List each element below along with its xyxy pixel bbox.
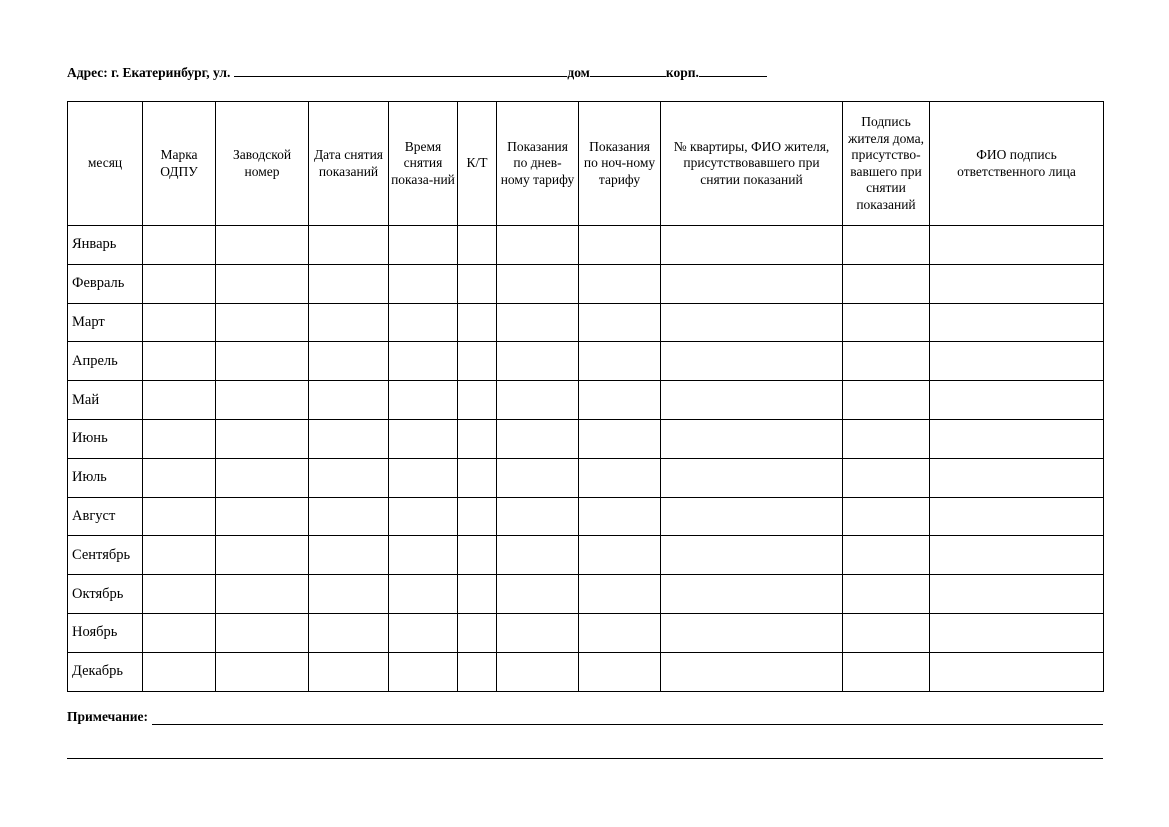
month-cell: Февраль (68, 264, 143, 303)
entry-cell[interactable] (843, 303, 930, 342)
entry-cell[interactable] (458, 342, 497, 381)
entry-cell[interactable] (389, 652, 458, 691)
entry-cell[interactable] (458, 652, 497, 691)
entry-cell[interactable] (843, 613, 930, 652)
entry-cell[interactable] (389, 419, 458, 458)
entry-cell[interactable] (309, 381, 389, 420)
entry-cell[interactable] (216, 303, 309, 342)
month-cell: Январь (68, 226, 143, 265)
table-row (68, 303, 1104, 342)
month-cell: Декабрь (68, 652, 143, 691)
table-row (68, 652, 1104, 691)
entry-cell[interactable] (143, 419, 216, 458)
entry-cell[interactable] (309, 536, 389, 575)
entry-cell[interactable] (843, 536, 930, 575)
entry-cell[interactable] (930, 652, 1104, 691)
entry-cell[interactable] (389, 458, 458, 497)
entry-cell[interactable] (661, 536, 843, 575)
entry-cell[interactable] (930, 381, 1104, 420)
entry-cell[interactable] (661, 303, 843, 342)
header-day-tariff: Показания по днев-ному тарифу (497, 102, 579, 226)
entry-cell[interactable] (216, 264, 309, 303)
entry-cell[interactable] (930, 536, 1104, 575)
entry-cell[interactable] (930, 458, 1104, 497)
entry-cell[interactable] (497, 652, 579, 691)
entry-cell[interactable] (216, 536, 309, 575)
entry-cell[interactable] (497, 264, 579, 303)
entry-cell[interactable] (309, 342, 389, 381)
entry-cell[interactable] (309, 303, 389, 342)
note-label: Примечание: (67, 709, 149, 724)
header-serial-number: Заводской номер (216, 102, 309, 226)
entry-cell[interactable] (497, 381, 579, 420)
table-row (68, 342, 1104, 381)
entry-cell[interactable] (458, 575, 497, 614)
entry-cell[interactable] (843, 497, 930, 536)
entry-cell[interactable] (458, 303, 497, 342)
entry-cell[interactable] (143, 342, 216, 381)
table-row (68, 613, 1104, 652)
entry-cell[interactable] (216, 226, 309, 265)
entry-cell[interactable] (930, 613, 1104, 652)
entry-cell[interactable] (458, 536, 497, 575)
entry-cell[interactable] (661, 381, 843, 420)
street-field[interactable] (234, 64, 567, 77)
entry-cell[interactable] (309, 613, 389, 652)
note-continuation-line[interactable] (67, 758, 1103, 759)
entry-cell[interactable] (579, 381, 661, 420)
month-cell: Май (68, 381, 143, 420)
table-row (68, 575, 1104, 614)
table-row (68, 226, 1104, 265)
entry-cell[interactable] (389, 575, 458, 614)
entry-cell[interactable] (661, 342, 843, 381)
entry-cell[interactable] (309, 652, 389, 691)
entry-cell[interactable] (309, 575, 389, 614)
entry-cell[interactable] (579, 652, 661, 691)
entry-cell[interactable] (661, 419, 843, 458)
entry-cell[interactable] (843, 342, 930, 381)
entry-cell[interactable] (579, 342, 661, 381)
entry-cell[interactable] (843, 458, 930, 497)
header-apartment-resident: № квартиры, ФИО жителя, присутствовавшего при снятии показаний (661, 102, 843, 226)
table-row (68, 497, 1104, 536)
entry-cell[interactable] (143, 226, 216, 265)
entry-cell[interactable] (930, 226, 1104, 265)
entry-cell[interactable] (661, 652, 843, 691)
entry-cell[interactable] (930, 419, 1104, 458)
entry-cell[interactable] (458, 497, 497, 536)
entry-cell[interactable] (497, 458, 579, 497)
entry-cell[interactable] (309, 419, 389, 458)
entry-cell[interactable] (143, 381, 216, 420)
entry-cell[interactable] (497, 419, 579, 458)
header-kt: К/Т (458, 102, 497, 226)
month-cell: Июль (68, 458, 143, 497)
entry-cell[interactable] (579, 613, 661, 652)
entry-cell[interactable] (458, 381, 497, 420)
entry-cell[interactable] (661, 264, 843, 303)
entry-cell[interactable] (579, 497, 661, 536)
entry-cell[interactable] (661, 575, 843, 614)
header-reading-time: Время снятия показа-ний (389, 102, 458, 226)
entry-cell[interactable] (930, 342, 1104, 381)
table-row (68, 536, 1104, 575)
entry-cell[interactable] (143, 264, 216, 303)
entry-cell[interactable] (661, 226, 843, 265)
entry-cell[interactable] (497, 536, 579, 575)
entry-cell[interactable] (930, 575, 1104, 614)
entry-cell[interactable] (497, 342, 579, 381)
house-label: дом (567, 65, 590, 80)
entry-cell[interactable] (458, 458, 497, 497)
month-cell: Сентябрь (68, 536, 143, 575)
entry-cell[interactable] (579, 226, 661, 265)
table-row (68, 264, 1104, 303)
building-label: корп. (665, 65, 699, 80)
entry-cell[interactable] (143, 652, 216, 691)
month-cell: Ноябрь (68, 613, 143, 652)
month-cell: Апрель (68, 342, 143, 381)
entry-cell[interactable] (389, 613, 458, 652)
entry-cell[interactable] (458, 419, 497, 458)
entry-cell[interactable] (458, 264, 497, 303)
entry-cell[interactable] (389, 536, 458, 575)
month-cell: Октябрь (68, 575, 143, 614)
entry-cell[interactable] (661, 613, 843, 652)
entry-cell[interactable] (143, 536, 216, 575)
entry-cell[interactable] (930, 303, 1104, 342)
entry-cell[interactable] (579, 575, 661, 614)
table-row (68, 419, 1104, 458)
entry-cell[interactable] (309, 264, 389, 303)
header-month: месяц (68, 102, 143, 226)
entry-cell[interactable] (143, 458, 216, 497)
entry-cell[interactable] (661, 458, 843, 497)
entry-cell[interactable] (389, 381, 458, 420)
header-responsible-person: ФИО подпись ответственного лица (930, 102, 1104, 226)
entry-cell[interactable] (216, 575, 309, 614)
entry-cell[interactable] (843, 381, 930, 420)
table-row (68, 381, 1104, 420)
month-cell: Август (68, 497, 143, 536)
month-cell: Март (68, 303, 143, 342)
table-header-row (68, 102, 1104, 226)
entry-cell[interactable] (143, 575, 216, 614)
entry-cell[interactable] (389, 226, 458, 265)
entry-cell[interactable] (216, 381, 309, 420)
entry-cell[interactable] (458, 613, 497, 652)
entry-cell[interactable] (143, 303, 216, 342)
entry-cell[interactable] (216, 497, 309, 536)
entry-cell[interactable] (843, 575, 930, 614)
entry-cell[interactable] (579, 458, 661, 497)
meter-readings-table (67, 101, 1104, 692)
entry-cell[interactable] (216, 652, 309, 691)
header-resident-signature: Подпись жителя дома, присутство-вавшего при снятии показаний (843, 102, 930, 226)
entry-cell[interactable] (143, 497, 216, 536)
address-prefix: Адрес: г. Екатеринбург, ул. (67, 65, 231, 80)
entry-cell[interactable] (497, 613, 579, 652)
entry-cell[interactable] (497, 575, 579, 614)
entry-cell[interactable] (661, 497, 843, 536)
entry-cell[interactable] (309, 226, 389, 265)
entry-cell[interactable] (579, 419, 661, 458)
entry-cell[interactable] (579, 303, 661, 342)
entry-cell[interactable] (143, 613, 216, 652)
address-line (67, 64, 767, 81)
header-reading-date: Дата снятия показаний (309, 102, 389, 226)
entry-cell[interactable] (458, 226, 497, 265)
entry-cell[interactable] (497, 303, 579, 342)
entry-cell[interactable] (216, 613, 309, 652)
entry-cell[interactable] (843, 264, 930, 303)
table-row (68, 458, 1104, 497)
note-line (67, 709, 1103, 725)
entry-cell[interactable] (843, 652, 930, 691)
month-cell: Июнь (68, 419, 143, 458)
entry-cell[interactable] (579, 264, 661, 303)
header-night-tariff: Показания по ноч-ному тарифу (579, 102, 661, 226)
entry-cell[interactable] (309, 458, 389, 497)
entry-cell[interactable] (843, 226, 930, 265)
entry-cell[interactable] (579, 536, 661, 575)
entry-cell[interactable] (389, 264, 458, 303)
house-field[interactable] (590, 64, 666, 77)
entry-cell[interactable] (497, 497, 579, 536)
entry-cell[interactable] (930, 264, 1104, 303)
entry-cell[interactable] (216, 419, 309, 458)
entry-cell[interactable] (389, 342, 458, 381)
note-field[interactable] (152, 710, 1103, 725)
entry-cell[interactable] (309, 497, 389, 536)
entry-cell[interactable] (930, 497, 1104, 536)
entry-cell[interactable] (389, 303, 458, 342)
entry-cell[interactable] (389, 497, 458, 536)
entry-cell[interactable] (216, 342, 309, 381)
entry-cell[interactable] (497, 226, 579, 265)
building-field[interactable] (699, 64, 767, 77)
entry-cell[interactable] (843, 419, 930, 458)
entry-cell[interactable] (216, 458, 309, 497)
header-meter-brand: Марка ОДПУ (143, 102, 216, 226)
